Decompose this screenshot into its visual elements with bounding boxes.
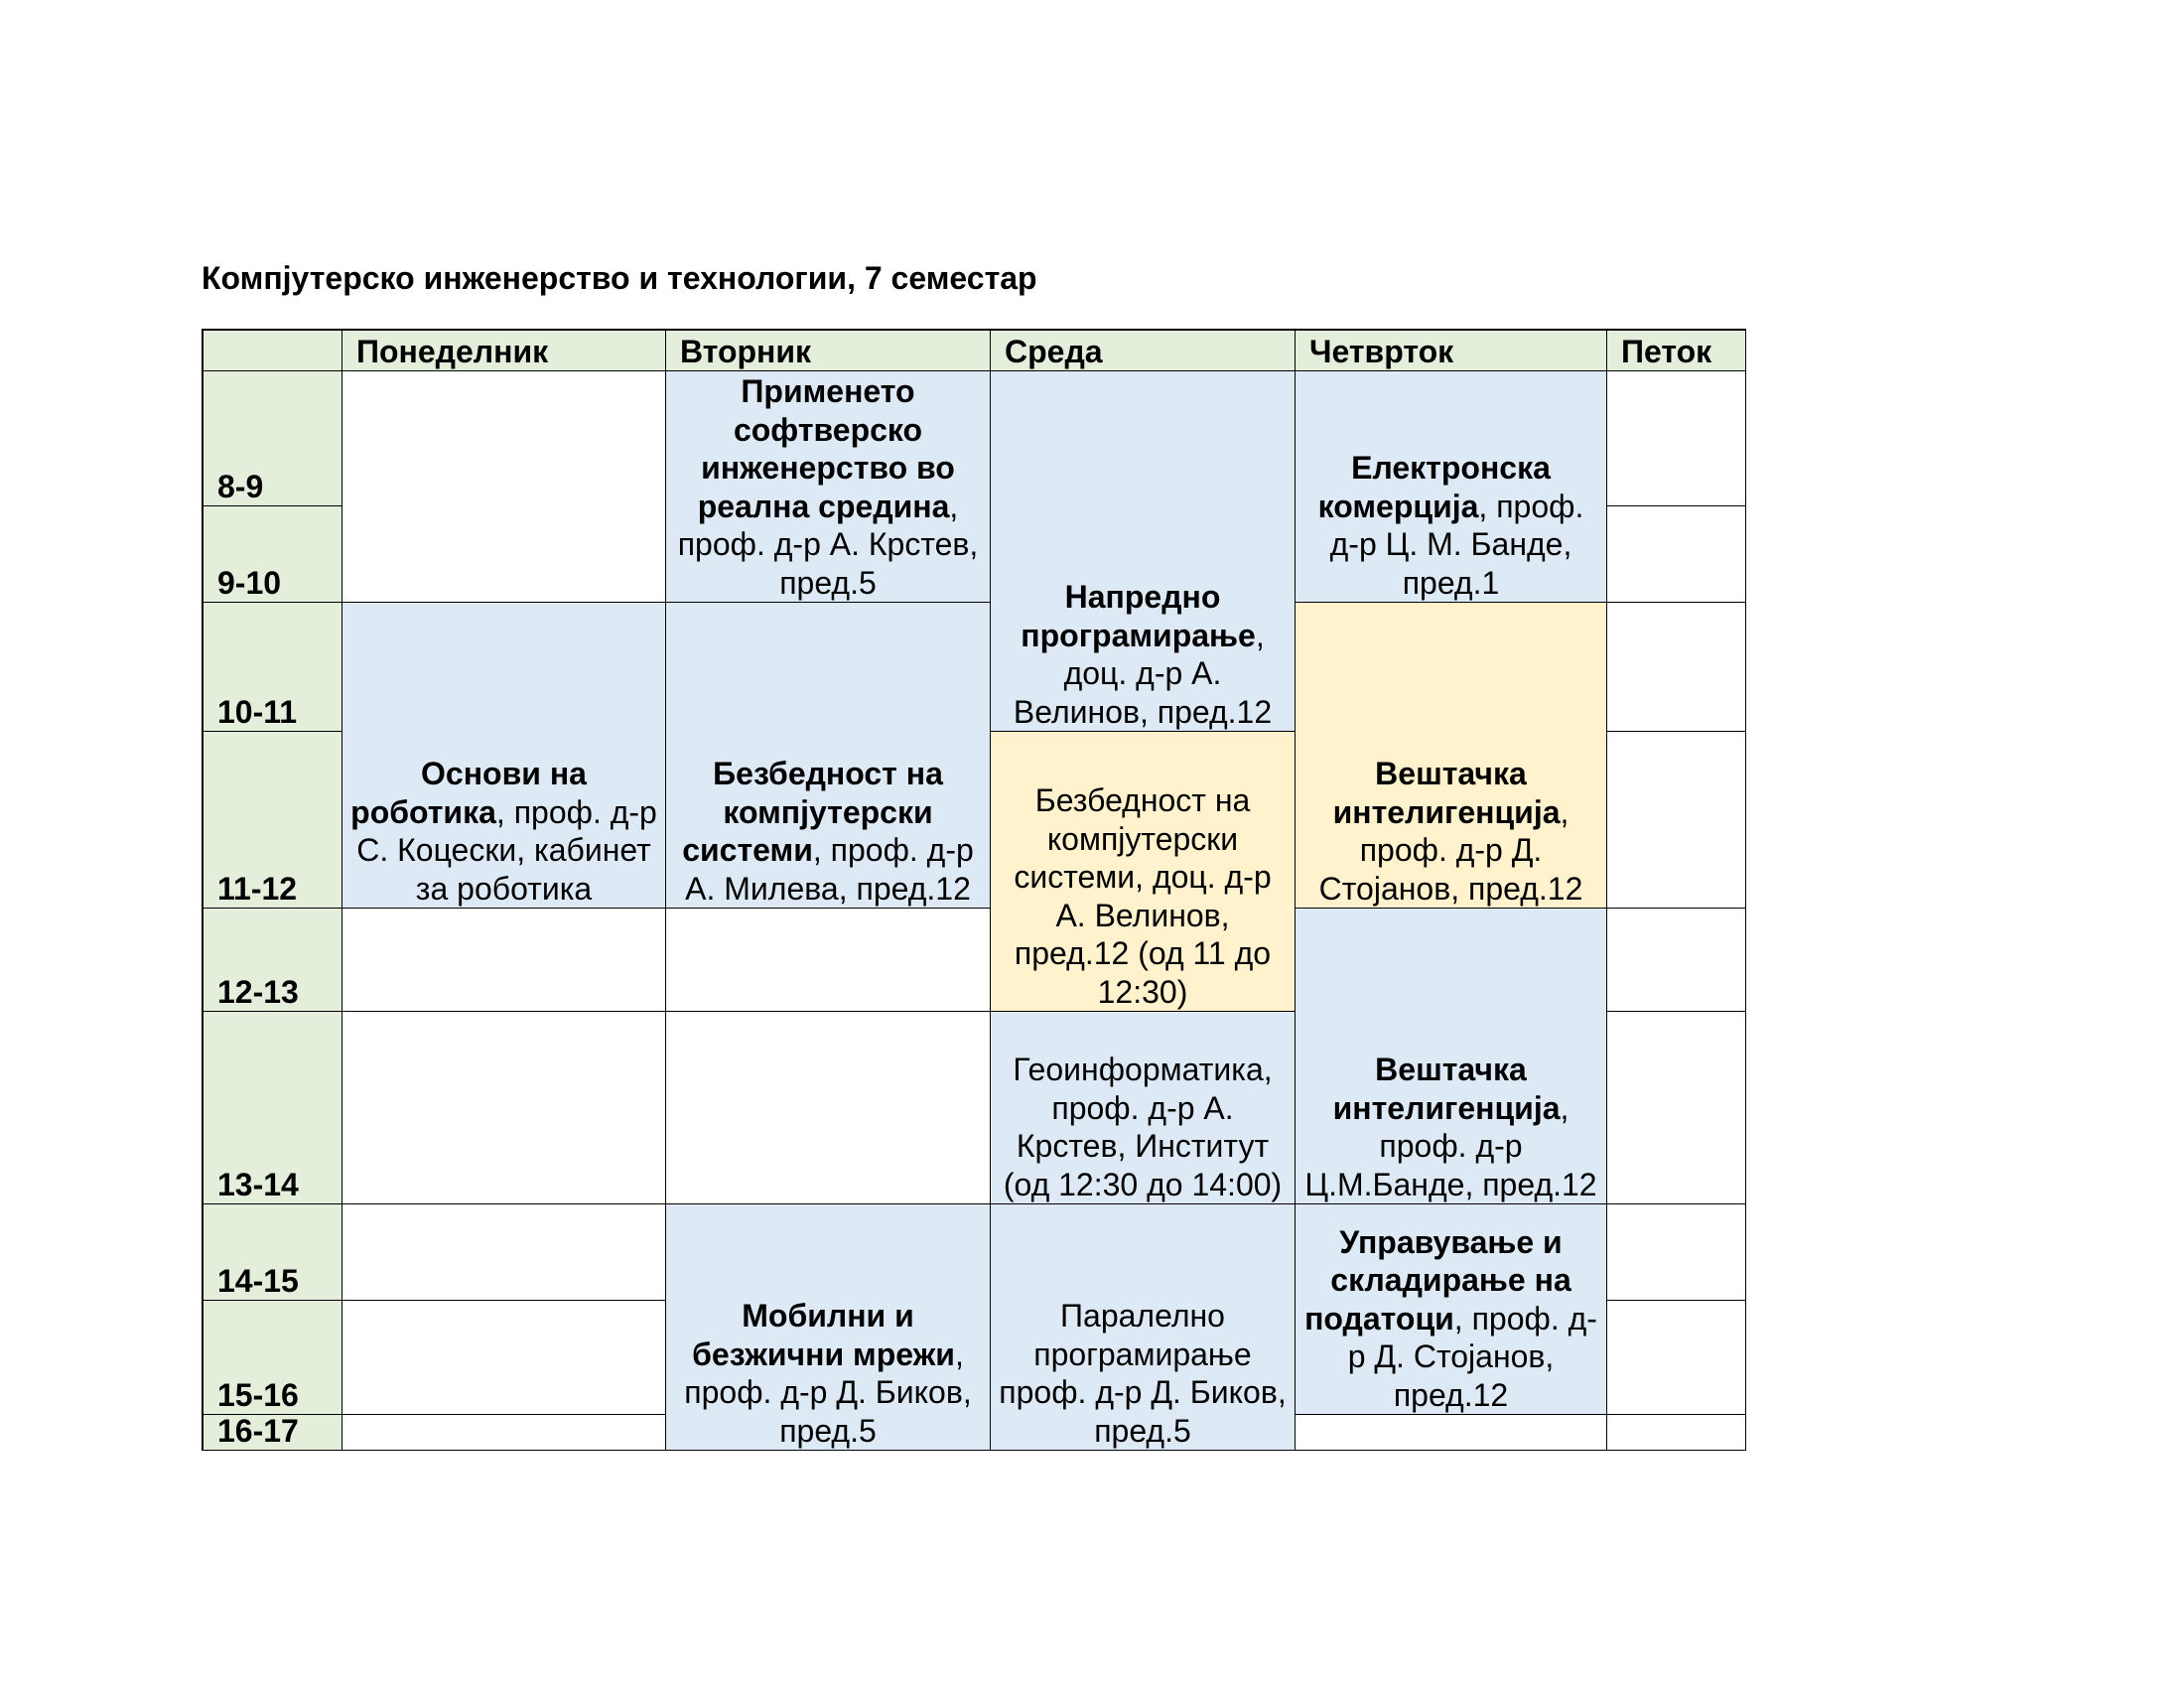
empty-cell: [1607, 1415, 1746, 1451]
empty-cell: [1607, 1301, 1746, 1415]
course-details: , проф. д-р А. Крстев, пред.5: [677, 488, 979, 601]
course-details: , проф. д-р С. Коцески, кабинет за роботика: [356, 793, 657, 907]
course-cell: [1296, 371, 1607, 603]
empty-cell: [666, 1012, 991, 1204]
course-cell: [666, 603, 991, 909]
course-cell: [1296, 1204, 1607, 1415]
timetable: [202, 329, 1746, 1451]
course-cell: [991, 732, 1296, 1012]
course-details: , проф. д-р Ц. М. Банде, пред.1: [1329, 488, 1584, 601]
course-details: , доц. д-р А. Велинов, пред.12: [1013, 617, 1273, 730]
empty-cell: [1607, 909, 1746, 1012]
course-cell: [342, 603, 666, 909]
time-slot: 16-17: [204, 1415, 342, 1451]
course-details: , проф. д-р Д. Биков, пред.5: [684, 1336, 972, 1449]
course-cell: [1296, 909, 1607, 1204]
empty-cell: [1607, 371, 1746, 506]
course-title: Електронска комерција: [1317, 450, 1551, 524]
course-cell: [666, 371, 991, 603]
time-slot: 13-14: [204, 1012, 342, 1204]
course-details: Геоинформатика, проф. д-р А. Крстев, Институт (од 12:30 до 14:00): [1003, 1052, 1283, 1202]
empty-cell: [342, 371, 666, 603]
course-title: Вештачка интелигенција: [1332, 1052, 1561, 1126]
course-title: Вештачка интелигенција: [1332, 756, 1561, 830]
empty-cell: [342, 1415, 666, 1451]
header-tuesday: Вторник: [666, 331, 991, 371]
course-cell: [991, 1204, 1296, 1451]
course-cell: [991, 371, 1296, 732]
course-cell: [666, 1204, 991, 1451]
course-title: Управување и складирање на податоци: [1304, 1223, 1571, 1336]
empty-cell: [1607, 1204, 1746, 1301]
course-details: , проф. д-р А. Милева, пред.12: [685, 832, 974, 907]
course-details: , проф. д-р Д. Стојанов, пред.12: [1347, 1300, 1597, 1413]
time-slot: 11-12: [204, 732, 342, 909]
course-details: Безбедност на компјутерски системи, доц. д-р А. Велинов, пред.12 (од 11 до 12:30): [1014, 782, 1272, 1010]
empty-cell: [342, 1301, 666, 1415]
empty-cell: [1296, 1415, 1607, 1451]
header-monday: Понеделник: [342, 331, 666, 371]
empty-cell: [342, 1012, 666, 1204]
course-cell: [1296, 603, 1607, 909]
time-slot: 14-15: [204, 1204, 342, 1301]
time-slot: 10-11: [204, 603, 342, 732]
header-friday: Петок: [1607, 331, 1746, 371]
course-title: Напредно програмирање: [1021, 579, 1256, 653]
empty-cell: [1607, 603, 1746, 732]
empty-cell: [1607, 1012, 1746, 1204]
course-details: Паралелно програмирање проф. д-р Д. Биков, пред.5: [999, 1298, 1287, 1449]
time-slot: 12-13: [204, 909, 342, 1012]
header-corner: [204, 331, 342, 371]
empty-cell: [342, 1204, 666, 1301]
course-details: , проф. д-р Д. Стојанов, пред.12: [1318, 793, 1583, 907]
empty-cell: [666, 909, 991, 1012]
time-slot: 15-16: [204, 1301, 342, 1415]
page-title: Компјутерско инженерство и технологии, 7 семестар: [202, 260, 1037, 296]
time-slot: 9-10: [204, 506, 342, 603]
time-slot: 8-9: [204, 371, 342, 506]
course-title: Применето софтверско инженерство во реална средина: [697, 373, 955, 524]
empty-cell: [1607, 732, 1746, 909]
header-wednesday: Среда: [991, 331, 1296, 371]
course-title: Безбедност на компјутерски системи: [682, 756, 943, 868]
course-title: Мобилни и безжични мрежи: [692, 1298, 955, 1372]
header-thursday: Четврток: [1296, 331, 1607, 371]
empty-cell: [1607, 506, 1746, 603]
course-cell: [991, 1012, 1296, 1204]
course-title: Основи на роботика: [350, 756, 587, 830]
empty-cell: [342, 909, 666, 1012]
course-details: , проф. д-р Ц.М.Банде, пред.12: [1304, 1089, 1597, 1202]
